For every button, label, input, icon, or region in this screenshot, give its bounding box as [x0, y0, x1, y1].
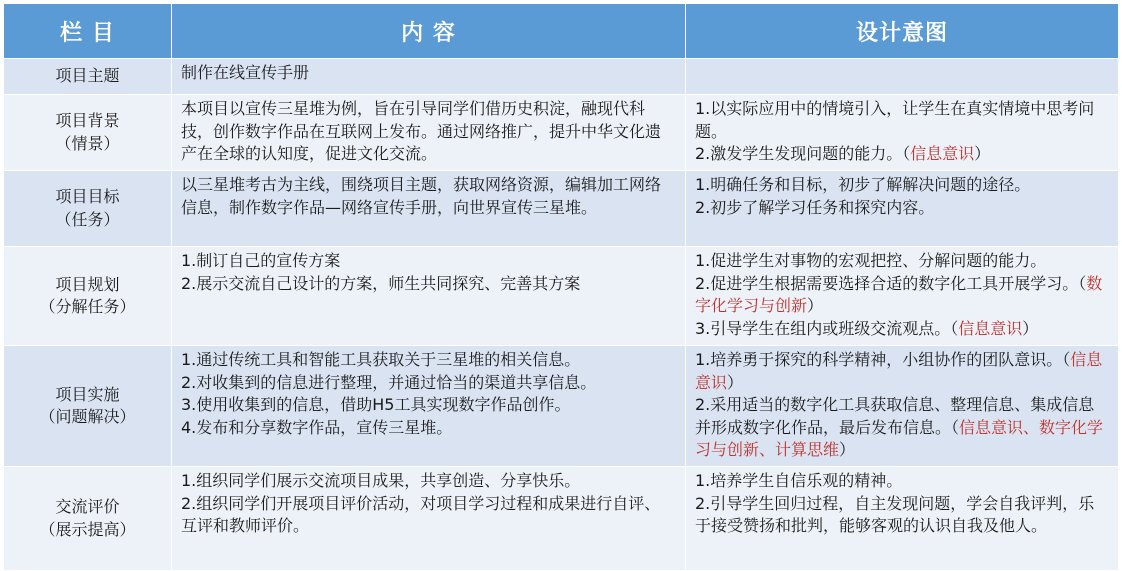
row-label: [4, 171, 172, 247]
design-table-container: [3, 3, 1118, 568]
table-row: [4, 59, 1119, 95]
row-label-line: （任务）: [55, 209, 120, 229]
row-label: [4, 346, 172, 467]
literacy-tag: 信息意识: [958, 318, 1023, 338]
literacy-tag: 信息意识: [910, 144, 975, 163]
intent-line: 2.引导学生回归过程，自主发现问题，学会自我评判，乐于接受赞扬和批判，能够客观的认识自我及他人。: [695, 493, 1095, 535]
content-line: 3.使用收集到的信息，借助H5工具实现数字作品创作。: [181, 395, 571, 414]
content-line: 2.展示交流自己设计的方案，师生共同探究、完善其方案: [181, 273, 581, 293]
header-intent: 设计意图: [686, 4, 1119, 59]
row-label-line: 项目目标: [55, 187, 120, 206]
row-label-line: （展示提高）: [39, 519, 136, 539]
intent-line: 2.激发学生发现问题的能力。（信息意识）: [695, 144, 991, 163]
row-content: [172, 346, 686, 467]
intent-line: 1.明确任务和目标，初步了解解决问题的途径。: [695, 175, 1031, 194]
content-line: 本项目以宣传三星堆为例，旨在引导同学们借历史积淀，融现代科技，创作数字作品在互联网上发布。通过网络推广，提升中华文化遗产在全球的认知度，促进文化交流。: [181, 99, 662, 163]
literacy-tag: 信息意识: [695, 350, 1103, 392]
row-label: [4, 247, 172, 346]
table-body: [4, 59, 1119, 571]
intent-line: 1.促进学生对事物的宏观把控、分解问题的能力。: [695, 251, 1047, 270]
design-table: [3, 3, 1119, 571]
row-label-line: 项目规划: [55, 274, 120, 294]
intent-line: 3.引导学生在组内或班级交流观点。（信息意识）: [695, 318, 1039, 338]
content-line: 2.组织同学们开展项目评价活动，对项目学习过程和成果进行自评、互评和教师评价。: [181, 493, 661, 535]
row-label-line: （分解任务）: [39, 297, 136, 316]
content-line: 1.通过传统工具和智能工具获取关于三星堆的相关信息。: [181, 350, 581, 369]
table-row: [4, 95, 1119, 171]
row-label-line: （问题解决）: [39, 407, 136, 426]
row-content: [172, 59, 686, 95]
row-intent: [686, 171, 1119, 247]
row-intent: [686, 59, 1119, 95]
row-label-line: 项目背景: [55, 111, 120, 130]
table-row: [4, 346, 1119, 467]
header-row: [4, 4, 1119, 59]
row-intent: [686, 247, 1119, 346]
row-label-line: 项目实施: [55, 384, 120, 404]
header-column: 栏 目: [4, 4, 172, 59]
table-row: [4, 247, 1119, 346]
intent-line: 1.培养勇于探究的科学精神，小组协作的团队意识。（信息意识）: [695, 350, 1103, 392]
intent-line: 2.初步了解学习任务和探究内容。: [695, 197, 935, 217]
row-intent: [686, 467, 1119, 571]
row-label-line: （情景）: [55, 133, 120, 153]
table-row: [4, 467, 1119, 571]
intent-line: 1.培养学生自信乐观的精神。: [695, 471, 903, 490]
literacy-tag: 信息意识、数字化学习与创新、计算思维: [695, 417, 1104, 459]
content-line: 制作在线宣传手册: [181, 63, 310, 82]
row-content: [172, 171, 686, 247]
row-content: [172, 247, 686, 346]
content-line: 1.组织同学们展示交流项目成果，共享创造、分享快乐。: [181, 471, 581, 490]
content-line: 4.发布和分享数字作品，宣传三星堆。: [181, 417, 453, 437]
row-label-line: 项目主题: [55, 66, 120, 86]
intent-line: 2.促进学生根据需要选择合适的数字化工具开展学习。（数字化学习与创新）: [695, 273, 1103, 315]
intent-line: 2.采用适当的数字化工具获取信息、整理信息、集成信息并形成数字化作品，最后发布信息。（信息意识、数字化学习与创新、计算思维）: [695, 395, 1104, 459]
row-content: [172, 467, 686, 571]
row-label: [4, 467, 172, 571]
row-intent: [686, 346, 1119, 467]
header-content: 内 容: [172, 4, 686, 59]
literacy-tag: 数字化学习与创新: [695, 273, 1103, 315]
row-label: [4, 95, 172, 171]
row-intent: [686, 95, 1119, 171]
row-label: [4, 59, 172, 95]
table-row: [4, 171, 1119, 247]
intent-line: 1.以实际应用中的情境引入，让学生在真实情境中思考问题。: [695, 99, 1095, 141]
row-content: [172, 95, 686, 171]
content-line: 以三星堆考古为主线，围绕项目主题，获取网络资源，编辑加工网络信息，制作数字作品—网络宣传手册，向世界宣传三星堆。: [181, 175, 662, 217]
row-label-line: 交流评价: [55, 497, 120, 516]
content-line: 2.对收集到的信息进行整理，并通过恰当的渠道共享信息。: [181, 372, 597, 392]
content-line: 1.制订自己的宣传方案: [181, 251, 341, 270]
